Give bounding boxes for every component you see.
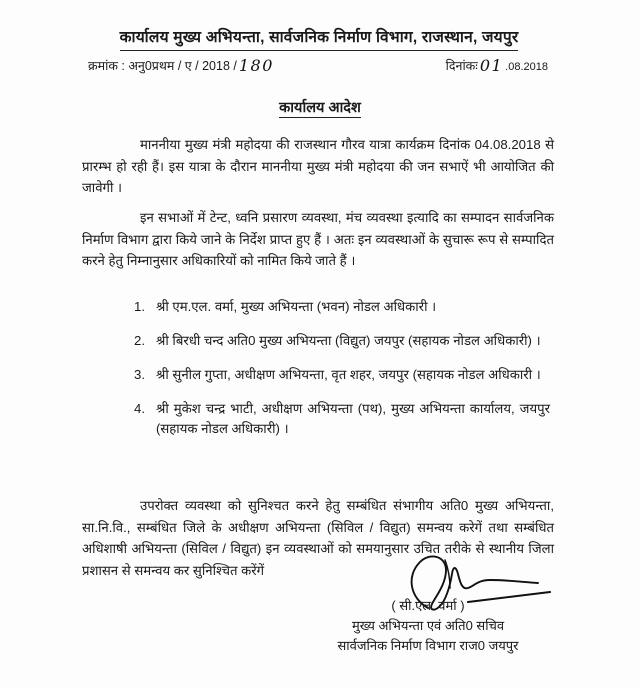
list-item-number: 3. bbox=[134, 367, 145, 382]
list-item bbox=[134, 331, 550, 351]
reference-date-line bbox=[88, 55, 554, 74]
list-item bbox=[134, 297, 550, 317]
date-label: दिनांकः bbox=[445, 59, 478, 73]
list-item bbox=[134, 399, 550, 439]
date-printed-rest: .08.2018 bbox=[505, 61, 548, 73]
letterhead bbox=[88, 28, 550, 51]
letterhead-title: कार्यालय मुख्य अभियन्ता, सार्वजनिक निर्माण विभाग, राजस्थान, जयपुर bbox=[120, 28, 519, 51]
officer-list bbox=[134, 297, 550, 453]
list-item-number: 2. bbox=[134, 333, 145, 348]
date-group bbox=[446, 55, 548, 74]
paragraph-four-block bbox=[82, 495, 554, 581]
paragraph-one: माननीया मुख्य मंत्री महोदया की राजस्थान गौरव यात्रा कार्यक्रम दिनांक 04.08.2018 से प्रारम्भ हो रही हैं। इस यात्रा के दौरान माननीया मुख्य मंत्री महोदया की जन सभाऐं भी आयोजित की जावेगी । bbox=[82, 137, 554, 195]
reference-label: क्रमांक : अनु0प्रथम / ए / 2018 / bbox=[88, 59, 237, 73]
paragraph-two: इन सभाओं में टेन्ट, ध्वनि प्रसारण व्यवस्था, मंच व्यवस्था इत्यादि का सम्पादन सार्वजनिक निर्माण विभाग द्वारा किये जाने के निर्देश प्राप्त हुए हैं । अतः इन व्यवस्थाओं के सुचारू रूप से सम्पादित करने हेतु निम्नानुसार अधिकारियों को नामित किये जाते हैं । bbox=[82, 210, 554, 268]
document-title-wrapper bbox=[0, 97, 640, 118]
reference-number-group bbox=[88, 55, 276, 74]
signatory-designation-line-1: मुख्य अभियन्ता एवं अति0 सचिव bbox=[351, 618, 505, 633]
signatory-name: ( सी.एल. वर्मा ) bbox=[391, 598, 465, 613]
date-handwritten-day: 01 bbox=[479, 56, 504, 75]
list-item-text: श्री मुकेश चन्द्र भाटी, अधीक्षण अभियन्ता (पथ), मुख्य अभियन्ता कार्यालय, जयपुर (सहायक नोडल अधिकारी) । bbox=[156, 401, 550, 436]
list-item-text: श्री सुनील गुप्ता, अधीक्षण अभियन्ता, वृत शहर, जयपुर (सहायक नोडल अधिकारी । bbox=[156, 367, 541, 382]
reference-handwritten-number: 180 bbox=[238, 56, 274, 75]
list-item-number: 4. bbox=[134, 401, 145, 416]
signatory-designation-line-2: सार्वजनिक निर्माण विभाग राज0 जयपुर bbox=[337, 638, 519, 653]
list-item-number: 1. bbox=[134, 299, 145, 314]
list-item bbox=[134, 365, 550, 385]
document-title: कार्यालय आदेश bbox=[279, 97, 361, 118]
paragraph-one-block bbox=[82, 134, 554, 199]
paragraph-two-block bbox=[82, 207, 554, 272]
list-item-text: श्री एम.एल. वर्मा, मुख्य अभियन्ता (भवन) नोडल अधिकारी । bbox=[156, 299, 437, 314]
signature-block bbox=[288, 596, 568, 656]
list-item-text: श्री बिरधी चन्द अति0 मुख्य अभियन्ता (विद्युत) जयपुर (सहायक नोडल अधिकारी) । bbox=[156, 333, 541, 348]
paragraph-four: उपरोक्त व्यवस्था को सुनिश्चत करने हेतु सम्बंधित संभागीय अति0 मुख्य अभियन्ता, सा.नि.वि., सम्बंधित जिले के अधीक्षण अभियन्ता (सिविल / विद्युत) समन्वय करेगें तथा सम्बंधित अधिशाषी अभियन्ता (सिविल / विद्युत) इन व्यवस्थाओं को समयानुसार उचित तरीके से स्थानीय जिला प्रशासन से समन्वय कर सुनिश्चित करेंगें bbox=[82, 498, 554, 578]
